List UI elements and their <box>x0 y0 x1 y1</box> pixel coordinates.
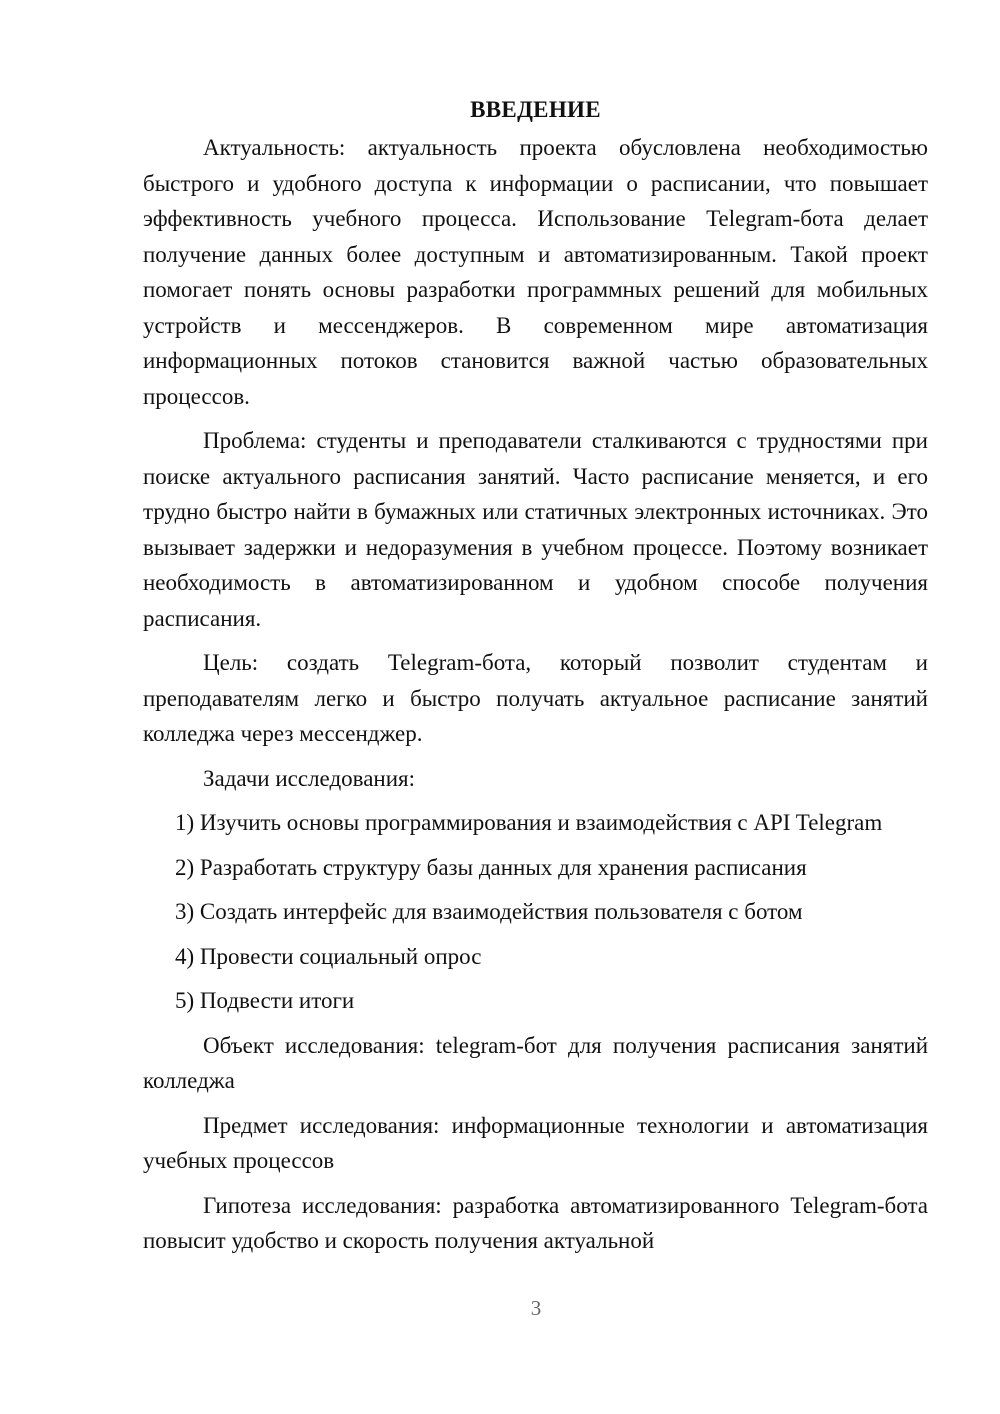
task-item-5: 5) Подвести итоги <box>175 988 355 1013</box>
subject-paragraph: Предмет исследования: информационные технологии и автоматизация учебных процессов <box>143 1112 928 1173</box>
page-title: ВВЕДЕНИЕ <box>470 97 601 122</box>
task-item-3: 3) Создать интерфейс для взаимодействия пользователя с ботом <box>175 899 803 924</box>
hypothesis-paragraph: Гипотеза исследования: разработка автоматизированного Telegram-бота повысит удобство и скорость получения актуальной <box>143 1192 928 1253</box>
document-page <box>143 92 928 1268</box>
tasks-heading: Задачи исследования: <box>203 765 416 791</box>
page-number: 3 <box>530 1296 542 1320</box>
tasks-list <box>143 805 928 1019</box>
task-item-4: 4) Провести социальный опрос <box>175 943 482 969</box>
task-item-2: 2) Разработать структуру базы данных для хранения расписания <box>175 854 807 880</box>
object-paragraph: Объект исследования: telegram-бот для получения расписания занятий колледжа <box>143 1032 928 1093</box>
relevance-paragraph: Актуальность: актуальность проекта обусловлена необходимостью быстрого и удобного доступа к информации о расписании, что повышает эффективность учебного процесса. Использование Telegram-бота делает получение данных более доступным и автоматизированным. Такой проект помогает понять основы разработки программных решений для мобильных устройств и мессенджеров. В современном мире автоматизация информационных потоков становится важной частью образовательных процессов. <box>143 135 928 409</box>
problem-paragraph: Проблема: студенты и преподаватели сталкиваются с трудностями при поиске актуального расписания занятий. Часто расписание меняется, и его трудно быстро найти в бумажных или статичных электронных источниках. Это вызывает задержки и недоразумения в учебном процессе. Поэтому возникает необходимость в автоматизированном и удобном способе получения расписания. <box>143 428 928 631</box>
goal-paragraph: Цель: создать Telegram-бота, который позволит студентам и преподавателям легко и быстро получать актуальное расписание занятий колледжа через мессенджер. <box>143 650 928 746</box>
task-item-1: 1) Изучить основы программирования и взаимодействия с API Telegram <box>175 810 883 835</box>
